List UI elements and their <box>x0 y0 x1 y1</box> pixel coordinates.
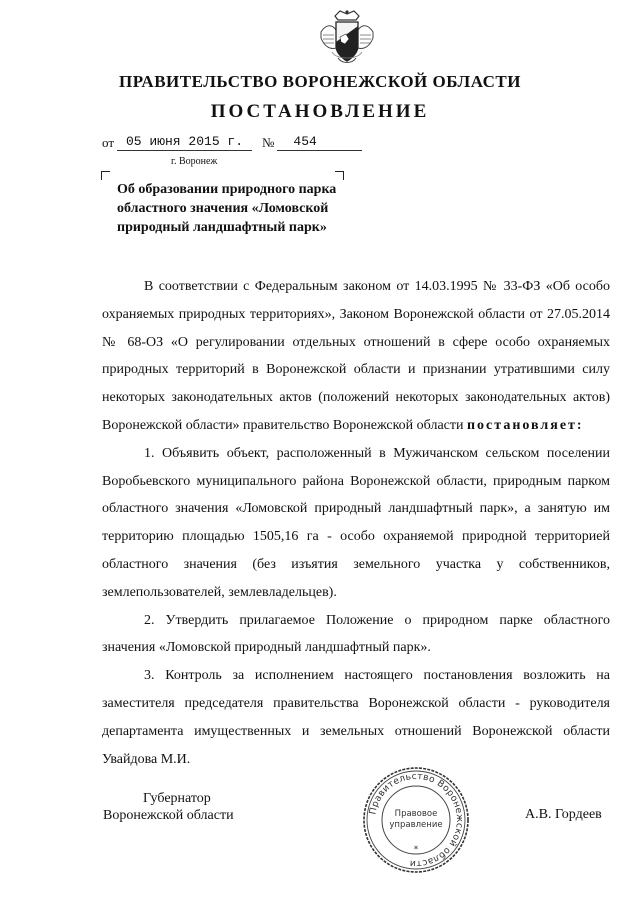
stamp-center-line2: управление <box>389 820 443 830</box>
item-paragraph-2: 2. Утвердить прилагаемое Положение о природном парке областного значения «Ломовской природный ландшафтный парк». <box>102 612 610 656</box>
document-type-title: ПОСТАНОВЛЕНИЕ <box>210 101 430 122</box>
date-prefix: от <box>102 135 115 150</box>
signatory-title <box>103 790 234 824</box>
document-subject: Об образовании природного парка областного значения «Ломовской природный ландшафтный парк» <box>117 182 337 235</box>
official-stamp <box>361 765 471 875</box>
date-number-line <box>102 134 362 151</box>
stamp-star: * <box>413 845 419 855</box>
subject-bracket-left <box>101 171 110 180</box>
document-number: 454 <box>277 134 362 151</box>
city-label: г. Воронеж <box>171 156 218 167</box>
government-name: ПРАВИТЕЛЬСТВО ВОРОНЕЖСКОЙ ОБЛАСТИ <box>118 72 521 91</box>
signatory-title-line1: Губернатор <box>143 791 211 806</box>
coat-of-arms-icon <box>318 8 376 68</box>
item-paragraph-1: 1. Объявить объект, расположенный в Мужичанском сельском поселении Воробьевского муниципального района Воронежской области, природным парком областного значения «Ломовской природный ландшафтный парк», а занятую им территорию площадью 1505,16 га - особо охраняемой природной территорией областного значения (без изъятия земельного участка у собственников, землепользователей, землевладельцев). <box>102 445 610 600</box>
document-date: 05 июня 2015 г. <box>117 134 252 151</box>
number-prefix: № <box>262 135 275 150</box>
document-body <box>102 273 610 773</box>
preamble-text: В соответствии с Федеральным законом от 14.03.1995 № 33-ФЗ «Об особо охраняемых природных территориях», Законом Воронежской области от 27.05.2014 № 68-ОЗ «О регулировании отдельных отношений в сфере особо охраняемых природных территорий в Воронежской области и признании утратившими силу некоторых законодательных актов (положений некоторых законодательных актов) Воронежской области» правительство Воронежской области <box>102 279 610 433</box>
subject-bracket-right <box>335 171 344 180</box>
item-paragraph-3: 3. Контроль за исполнением настоящего постановления возложить на заместителя председателя правительства Воронежской области - руководителя департамента имущественных и земельных отношений Воронежской области Увайдова М.И. <box>102 668 610 767</box>
signatory-name: А.В. Гордеев <box>525 807 602 822</box>
preamble-paragraph <box>102 273 610 440</box>
signatory-title-line2: Воронежской области <box>103 808 234 823</box>
stamp-center-line1: Правовое <box>394 809 438 819</box>
stamp-ring-text: Правительство Воронежской области <box>367 770 466 870</box>
decree-word: постановляет: <box>466 417 584 433</box>
